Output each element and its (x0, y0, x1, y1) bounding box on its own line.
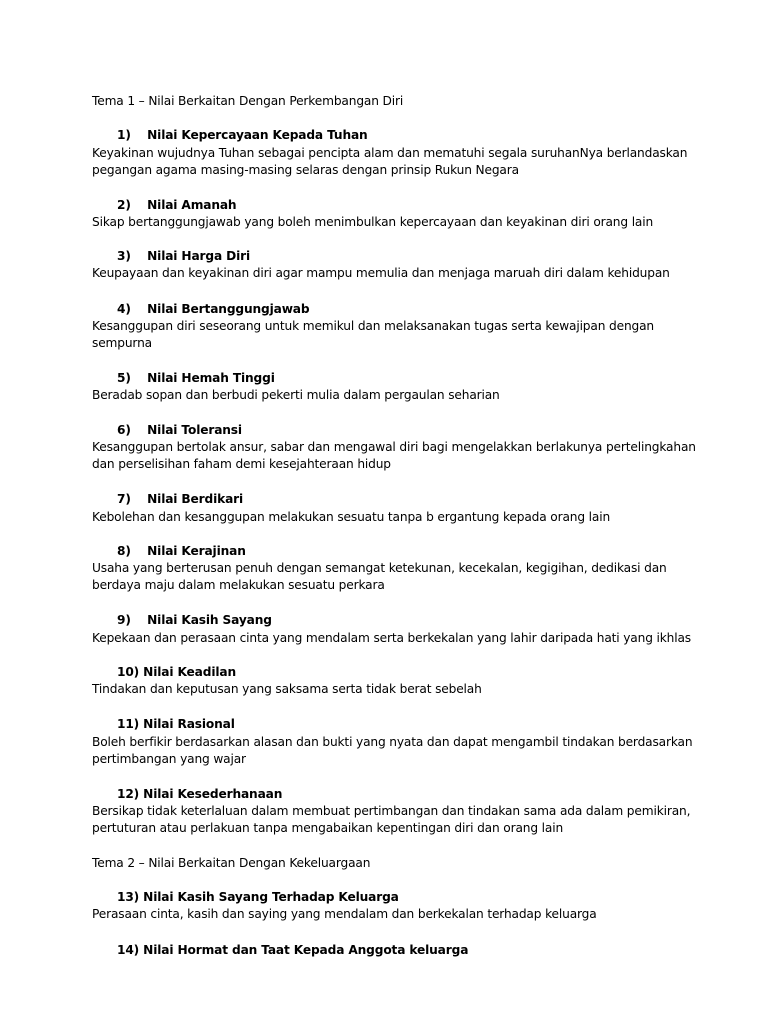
item-4-heading: 4) Nilai Bertanggungjawab (117, 302, 310, 316)
item-8-text-line-2: berdaya maju dalam melakukan sesuatu perkara (92, 578, 385, 592)
item-10-text-line-1: Tindakan dan keputusan yang saksama serta tidak berat sebelah (92, 682, 482, 696)
item-3-heading: 3) Nilai Harga Diri (117, 249, 251, 263)
item-6-text-line-2: dan perselisihan faham demi kesejahteraan hidup (92, 457, 391, 471)
item-12-text-line-2: pertuturan atau perlakuan tanpa mengabaikan kepentingan diri dan orang lain (92, 821, 564, 835)
item-5-text-line-1: Beradab sopan dan berbudi pekerti mulia dalam pergaulan seharian (92, 388, 500, 402)
theme-1-title: Tema 1 – Nilai Berkaitan Dengan Perkembangan Diri (92, 94, 404, 108)
item-12-heading: 12) Nilai Kesederhanaan (117, 787, 283, 801)
item-12-text-line-1: Bersikap tidak keterlaluan dalam membuat pertimbangan dan tindakan sama ada dalam pemikiran, (92, 804, 691, 818)
theme-2-title: Tema 2 – Nilai Berkaitan Dengan Kekeluargaan (92, 856, 371, 870)
item-7-text-line-1: Kebolehan dan kesanggupan melakukan sesuatu tanpa b ergantung kepada orang lain (92, 510, 611, 524)
item-13-text-line-1: Perasaan cinta, kasih dan saying yang mendalam dan berkekalan terhadap keluarga (92, 907, 597, 921)
item-2-heading: 2) Nilai Amanah (117, 198, 237, 212)
item-11-text-line-2: pertimbangan yang wajar (92, 752, 246, 766)
item-14-heading: 14) Nilai Hormat dan Taat Kepada Anggota keluarga (117, 943, 469, 957)
item-9-text-line-1: Kepekaan dan perasaan cinta yang mendalam serta berkekalan yang lahir daripada hati yang ikhlas (92, 631, 691, 645)
item-6-heading: 6) Nilai Toleransi (117, 423, 242, 437)
item-1-text-line-1: Keyakinan wujudnya Tuhan sebagai pencipta alam dan mematuhi segala suruhanNya berlandaskan (92, 146, 688, 160)
item-13-heading: 13) Nilai Kasih Sayang Terhadap Keluarga (117, 890, 399, 904)
item-3-text-line-1: Keupayaan dan keyakinan diri agar mampu memulia dan menjaga maruah diri dalam kehidupan (92, 266, 670, 280)
item-8-text-line-1: Usaha yang berterusan penuh dengan semangat ketekunan, kecekalan, kegigihan, dedikasi dan (92, 561, 667, 575)
item-1-heading: 1) Nilai Kepercayaan Kepada Tuhan (117, 128, 368, 142)
item-4-text-line-1: Kesanggupan diri seseorang untuk memikul dan melaksanakan tugas serta kewajipan dengan (92, 319, 655, 333)
item-8-heading: 8) Nilai Kerajinan (117, 544, 246, 558)
item-11-heading: 11) Nilai Rasional (117, 717, 235, 731)
item-11-text-line-1: Boleh berfikir berdasarkan alasan dan bukti yang nyata dan dapat mengambil tindakan berdasarkan (92, 735, 693, 749)
item-4-text-line-2: sempurna (92, 336, 152, 350)
item-5-heading: 5) Nilai Hemah Tinggi (117, 371, 275, 385)
item-2-text-line-1: Sikap bertanggungjawab yang boleh menimbulkan kepercayaan dan keyakinan diri orang lain (92, 215, 654, 229)
item-7-heading: 7) Nilai Berdikari (117, 492, 244, 506)
item-9-heading: 9) Nilai Kasih Sayang (117, 613, 272, 627)
item-1-text-line-2: pegangan agama masing-masing selaras dengan prinsip Rukun Negara (92, 163, 519, 177)
item-10-heading: 10) Nilai Keadilan (117, 665, 236, 679)
item-6-text-line-1: Kesanggupan bertolak ansur, sabar dan mengawal diri bagi mengelakkan berlakunya pertelingkahan (92, 440, 696, 454)
